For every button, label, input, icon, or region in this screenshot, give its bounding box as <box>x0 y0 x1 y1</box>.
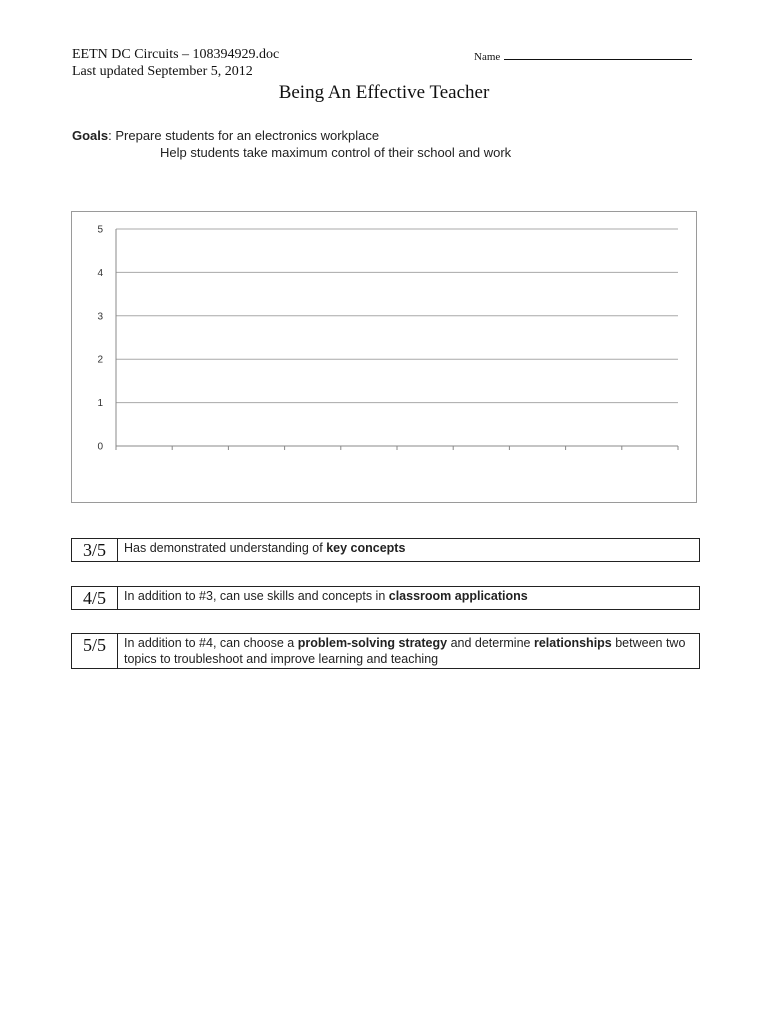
desc-bold: classroom applications <box>388 589 528 603</box>
level-row-4 <box>71 586 700 610</box>
page-title-text: Being An Effective Teacher <box>278 82 490 103</box>
desc-bold: key concepts <box>326 541 406 555</box>
goal-2: Help students take maximum control of their school and work <box>160 145 512 160</box>
desc-text: between two topics to troubleshoot and improve learning and teaching <box>124 636 686 666</box>
level-row-5 <box>71 633 700 669</box>
desc-text: and determine <box>447 636 534 650</box>
chart-canvas <box>72 212 696 502</box>
level-row-3 <box>71 538 700 562</box>
desc-bold: problem-solving strategy <box>297 636 448 650</box>
level-score: 5/5 <box>72 634 118 668</box>
desc-bold: relationships <box>533 636 612 650</box>
level-score: 4/5 <box>72 587 118 609</box>
level-description <box>118 634 699 668</box>
y-tick-label: 0 <box>97 441 103 453</box>
level-description <box>118 539 699 561</box>
progress-chart <box>71 211 697 503</box>
y-tick-label: 5 <box>97 224 103 236</box>
level-score: 3/5 <box>72 539 118 561</box>
y-tick-label: 3 <box>97 311 103 323</box>
desc-text: In addition to #4, can choose a <box>124 636 298 650</box>
last-updated: Last updated September 5, 2012 <box>72 64 253 79</box>
level-description <box>118 587 699 609</box>
page-title <box>0 82 768 104</box>
desc-text: In addition to #3, can use skills and concepts in <box>124 589 389 603</box>
name-label: Name <box>474 51 501 63</box>
name-blank-line <box>504 48 692 60</box>
y-tick-label: 4 <box>97 267 103 279</box>
y-tick-label: 2 <box>97 354 103 366</box>
y-tick-label: 1 <box>97 398 103 410</box>
doc-filename: EETN DC Circuits – 108394929.doc <box>72 47 280 62</box>
goals-label: Goals <box>72 128 109 143</box>
document-header <box>72 46 279 80</box>
goal-1: Prepare students for an electronics workplace <box>115 128 380 143</box>
goals-section: Goals: Prepare students for an electronics workplace Help students take maximum control of their school and work <box>72 128 512 160</box>
name-field <box>474 48 692 63</box>
desc-text: Has demonstrated understanding of <box>124 541 327 555</box>
